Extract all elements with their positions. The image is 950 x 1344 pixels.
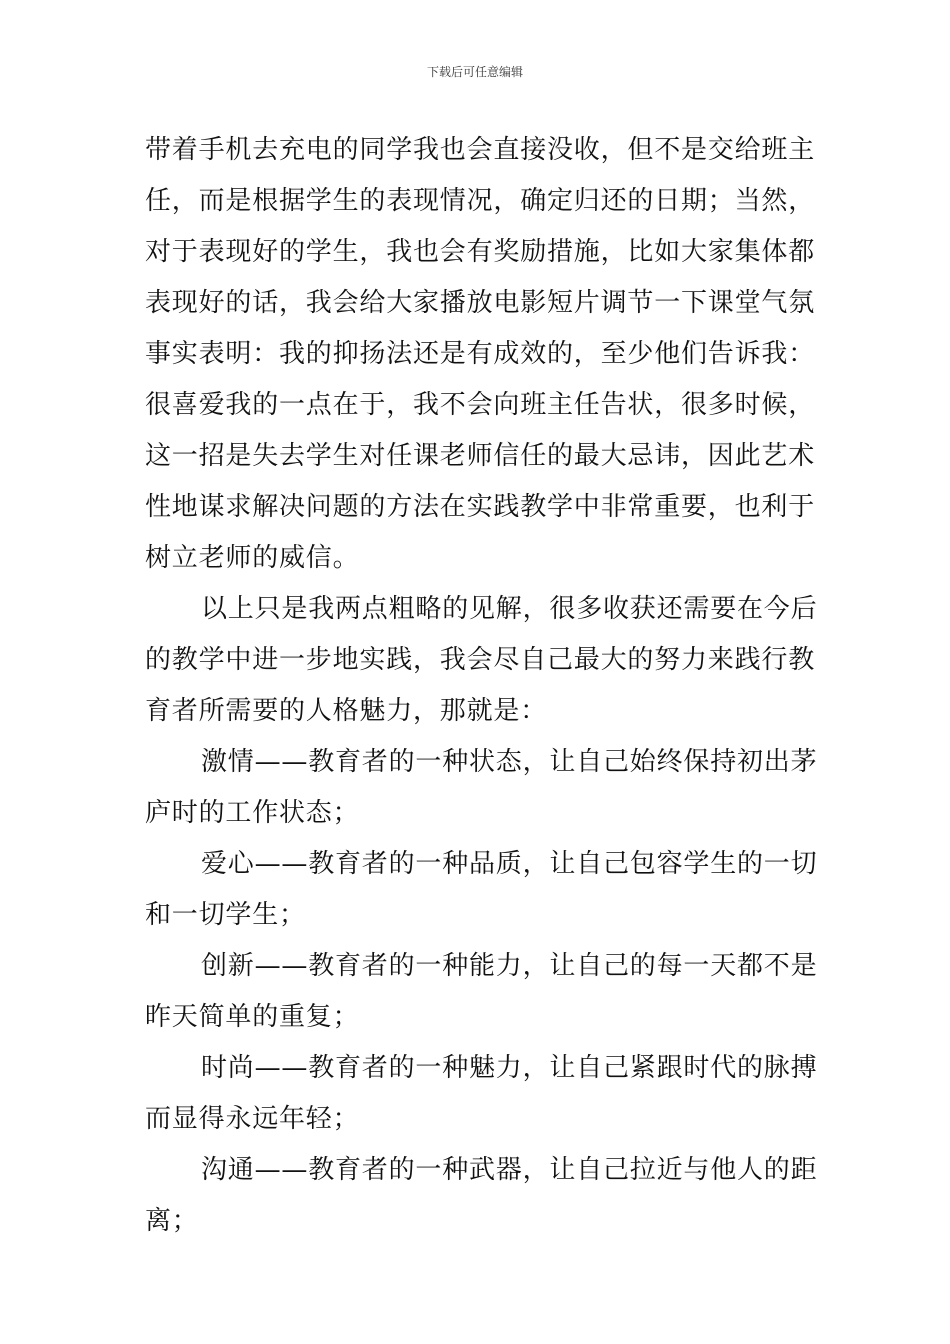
text-line: 这一招是失去学生对任课老师信任的最大忌讳，因此艺术 bbox=[145, 441, 816, 471]
page-header: 下载后可任意编辑 bbox=[426, 65, 523, 79]
text-line: 带着手机去充电的同学我也会直接没收，但不是交给班主 bbox=[145, 135, 816, 165]
text-line: 而显得永远年轻； bbox=[145, 1104, 360, 1134]
paragraph-start-line: 爱心——教育者的一种品质，让自己包容学生的一切 bbox=[201, 849, 818, 879]
text-line: 性地谋求解决问题的方法在实践教学中非常重要，也利于 bbox=[145, 492, 816, 522]
text-line: 的教学中进一步地实践，我会尽自己最大的努力来践行教 bbox=[145, 645, 816, 675]
paragraph-start-line: 沟通——教育者的一种武器，让自己拉近与他人的距 bbox=[201, 1155, 818, 1185]
paragraph-start-line: 以上只是我两点粗略的见解，很多收获还需要在今后 bbox=[201, 594, 818, 624]
text-line: 事实表明：我的抑扬法还是有成效的，至少他们告诉我： bbox=[145, 339, 816, 369]
paragraph-start-line: 时尚——教育者的一种魅力，让自己紧跟时代的脉搏 bbox=[201, 1053, 818, 1083]
text-line: 庐时的工作状态； bbox=[145, 798, 360, 828]
document-body bbox=[145, 125, 818, 1247]
text-line: 和一切学生； bbox=[145, 900, 306, 930]
text-line: 对于表现好的学生，我也会有奖励措施，比如大家集体都 bbox=[145, 237, 816, 267]
text-line: 昨天简单的重复； bbox=[145, 1002, 360, 1032]
text-line: 育者所需要的人格魅力，那就是： bbox=[145, 696, 548, 726]
paragraph-start-line: 激情——教育者的一种状态，让自己始终保持初出茅 bbox=[201, 747, 818, 777]
text-line: 离； bbox=[145, 1206, 199, 1236]
text-line: 很喜爱我的一点在于，我不会向班主任告状，很多时候， bbox=[145, 390, 816, 420]
text-line: 任，而是根据学生的表现情况，确定归还的日期；当然， bbox=[145, 186, 816, 216]
text-line: 树立老师的威信。 bbox=[145, 543, 360, 573]
text-line: 表现好的话，我会给大家播放电影短片调节一下课堂气氛 bbox=[145, 288, 816, 318]
paragraph-start-line: 创新——教育者的一种能力，让自己的每一天都不是 bbox=[201, 951, 818, 981]
